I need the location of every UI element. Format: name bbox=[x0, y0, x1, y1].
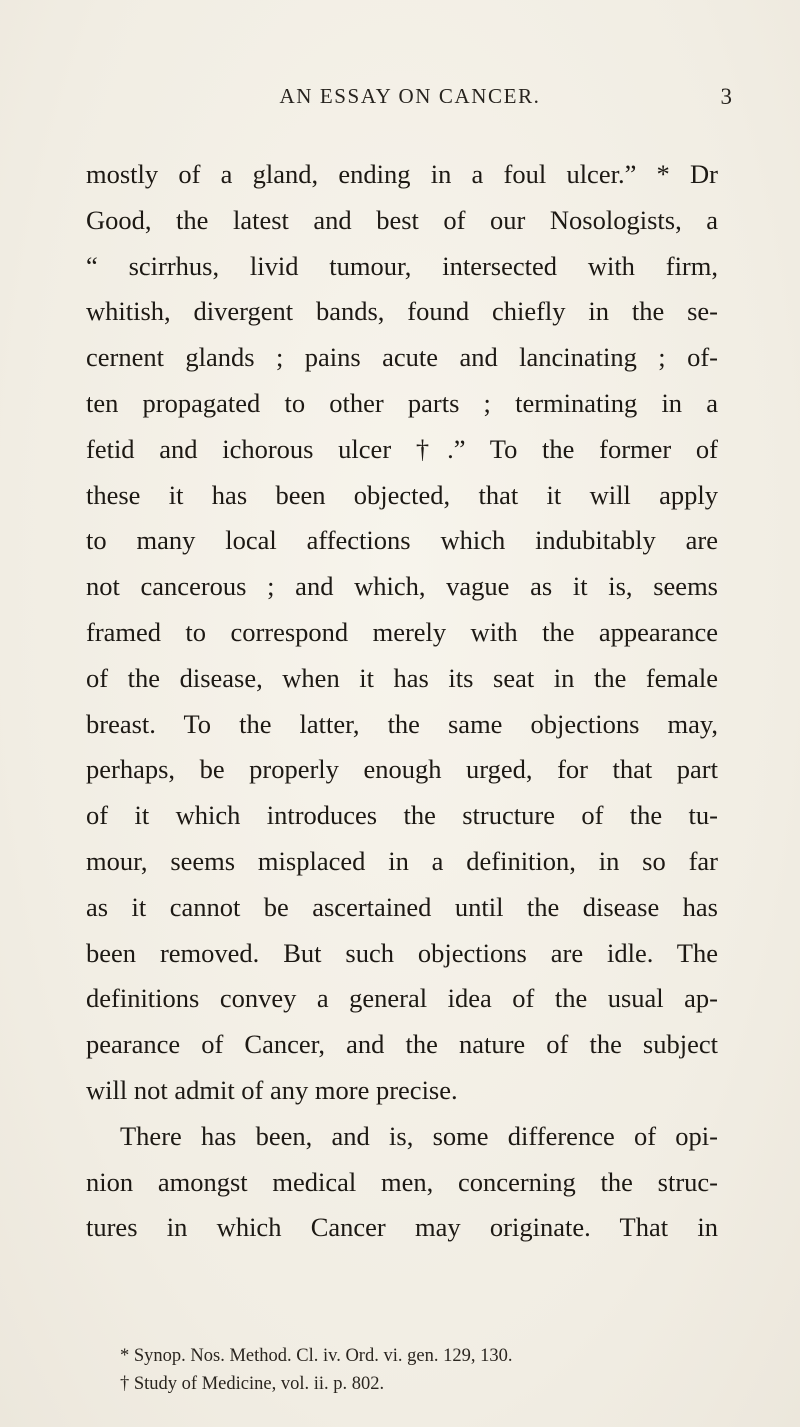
text-line: tures in which Cancer may originate. That in bbox=[86, 1212, 718, 1243]
footnote-synopsis: * Synop. Nos. Method. Cl. iv. Ord. vi. gen. 129, 130. bbox=[120, 1346, 513, 1366]
footnotes bbox=[120, 1342, 720, 1398]
body-text bbox=[86, 152, 718, 1251]
text-line: of it which introduces the structure of the tu- bbox=[86, 800, 718, 831]
text-line: whitish, divergent bands, found chiefly in the se- bbox=[86, 296, 718, 327]
running-head bbox=[140, 84, 732, 114]
running-title: AN ESSAY ON CANCER. bbox=[279, 84, 541, 108]
text-line: fetid and ichorous ulcer †.” To the former of bbox=[86, 433, 718, 464]
text-line: not cancerous ; and which, vague as it is, seems bbox=[86, 571, 718, 602]
text-line: to many local affections which indubitably are bbox=[86, 525, 718, 556]
text-line: been removed. But such objections are idle. The bbox=[86, 937, 718, 968]
text-line: mostly of a gland, ending in a foul ulcer.” * Dr bbox=[86, 159, 718, 189]
text-line: perhaps, be properly enough urged, for that part bbox=[86, 754, 718, 785]
page-number: 3 bbox=[720, 84, 732, 109]
text-line: breast. To the latter, the same objections may, bbox=[86, 708, 718, 739]
paragraph-start-line: There has been, and is, some difference of opi- bbox=[120, 1120, 718, 1151]
text-line: as it cannot be ascertained until the disease has bbox=[86, 891, 718, 922]
text-line: ten propagated to other parts ; terminating in a bbox=[86, 387, 718, 418]
footnote-study-of-medicine: † Study of Medicine, vol. ii. p. 802. bbox=[120, 1374, 385, 1394]
text-line: “ scirrhus, livid tumour, intersected with firm, bbox=[86, 250, 718, 281]
text-line: mour, seems misplaced in a definition, in so far bbox=[86, 845, 718, 876]
paragraph-end-line: will not admit of any more precise. bbox=[86, 1074, 458, 1105]
text-line: of the disease, when it has its seat in the female bbox=[86, 662, 718, 693]
text-line: pearance of Cancer, and the nature of the subject bbox=[86, 1029, 718, 1060]
text-line: nion amongst medical men, concerning the struc- bbox=[86, 1166, 718, 1197]
text-line: definitions convey a general idea of the usual ap- bbox=[86, 983, 718, 1014]
text-line: these it has been objected, that it will apply bbox=[86, 479, 718, 510]
text-line: framed to correspond merely with the appearance bbox=[86, 616, 718, 647]
text-line: cernent glands ; pains acute and lancinating ; of- bbox=[86, 342, 718, 373]
text-line: Good, the latest and best of our Nosologists, a bbox=[86, 204, 718, 235]
